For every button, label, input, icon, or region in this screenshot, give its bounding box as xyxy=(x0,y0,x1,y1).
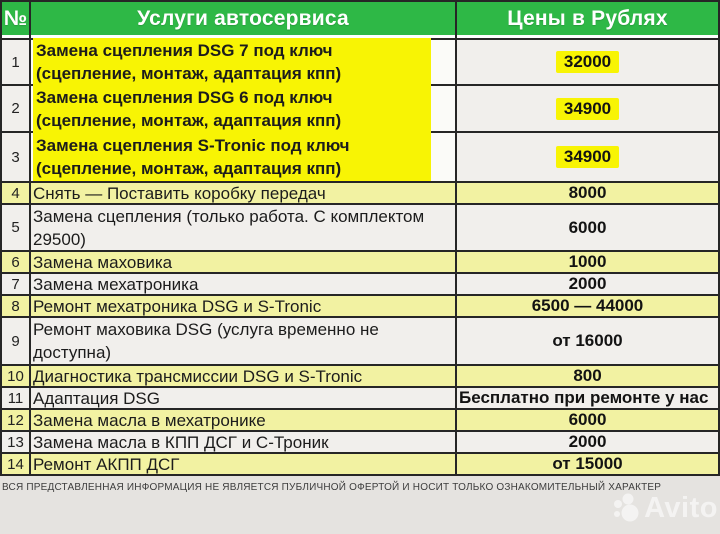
table-row xyxy=(2,272,718,294)
service-name: Ремонт мехатроника DSG и S-Tronic xyxy=(31,296,457,316)
header-cell-services xyxy=(31,2,457,38)
row-number: 7 xyxy=(2,274,31,294)
service-name: Ремонт АКПП ДСГ xyxy=(31,454,457,474)
table-row xyxy=(2,430,718,452)
service-name: Замена маховика xyxy=(31,252,457,272)
service-price: Бесплатно при ремонте у нас xyxy=(457,388,718,408)
service-name: Замена масла в мехатронике xyxy=(31,410,457,430)
service-name: Замена сцепления DSG 6 под ключ (сцепление, монтаж, адаптация кпп) xyxy=(31,86,457,131)
service-price: 34900 xyxy=(457,86,718,131)
table-row xyxy=(2,131,718,181)
service-name: Ремонт маховика DSG (услуга временно не доступна) xyxy=(31,318,457,364)
table-row xyxy=(2,316,718,364)
service-name: Замена мехатроника xyxy=(31,274,457,294)
disclaimer-bar xyxy=(0,476,720,506)
row-number: 4 xyxy=(2,183,31,203)
service-price: 6000 xyxy=(457,205,718,250)
avito-watermark-label: Avito xyxy=(644,492,718,524)
row-number: 10 xyxy=(2,366,31,386)
service-price: 32000 xyxy=(457,40,718,84)
table-row xyxy=(2,203,718,250)
service-name: Адаптация DSG xyxy=(31,388,457,408)
row-number: 5 xyxy=(2,205,31,250)
service-price: 1000 xyxy=(457,252,718,272)
header-prices-label: Цены в Рублях xyxy=(457,2,718,35)
service-price: от 16000 xyxy=(457,318,718,364)
table-row xyxy=(2,452,718,474)
header-services-label: Услуги автосервиса xyxy=(31,2,455,35)
service-name: Замена сцепления S-Tronic под ключ (сцепление, монтаж, адаптация кпп) xyxy=(31,133,457,181)
table-row xyxy=(2,250,718,272)
service-name: Диагностика трансмиссии DSG и S-Tronic xyxy=(31,366,457,386)
row-number: 14 xyxy=(2,454,31,474)
service-name: Замена масла в КПП ДСГ и С-Троник xyxy=(31,432,457,452)
table-row xyxy=(2,181,718,203)
table-row xyxy=(2,84,718,131)
header-number-label: № xyxy=(2,2,29,35)
table-row xyxy=(2,38,718,84)
row-number: 8 xyxy=(2,296,31,316)
service-name: Замена сцепления DSG 7 под ключ (сцепление, монтаж, адаптация кпп) xyxy=(31,40,457,84)
service-price: от 15000 xyxy=(457,454,718,474)
row-number: 12 xyxy=(2,410,31,430)
header-cell-prices xyxy=(457,2,718,38)
table-row xyxy=(2,386,718,408)
service-name: Снять — Поставить коробку передач xyxy=(31,183,457,203)
table-body xyxy=(2,38,718,474)
row-number: 6 xyxy=(2,252,31,272)
row-number: 9 xyxy=(2,318,31,364)
row-number: 1 xyxy=(2,40,31,84)
row-number: 3 xyxy=(2,133,31,181)
service-price: 6000 xyxy=(457,410,718,430)
service-price: 2000 xyxy=(457,432,718,452)
service-price: 6500 — 44000 xyxy=(457,296,718,316)
table-row xyxy=(2,364,718,386)
table-row xyxy=(2,408,718,430)
service-price: 800 xyxy=(457,366,718,386)
service-price: 2000 xyxy=(457,274,718,294)
header-cell-number xyxy=(2,2,31,38)
service-price: 34900 xyxy=(457,133,718,181)
row-number: 2 xyxy=(2,86,31,131)
row-number: 11 xyxy=(2,388,31,408)
table-header-row xyxy=(2,2,718,38)
service-price: 8000 xyxy=(457,183,718,203)
table-row xyxy=(2,294,718,316)
service-name: Замена сцепления (только работа. С комплектом 29500) xyxy=(31,205,457,250)
row-number: 13 xyxy=(2,432,31,452)
disclaimer-text: ВСЯ ПРЕДСТАВЛЕННАЯ ИНФОРМАЦИЯ НЕ ЯВЛЯЕТСЯ ПУБЛИЧНОЙ ОФЕРТОЙ И НОСИТ ТОЛЬКО ОЗНАКОМИТЕЛЬНЫЙ ХАРАКТЕР xyxy=(2,482,662,493)
